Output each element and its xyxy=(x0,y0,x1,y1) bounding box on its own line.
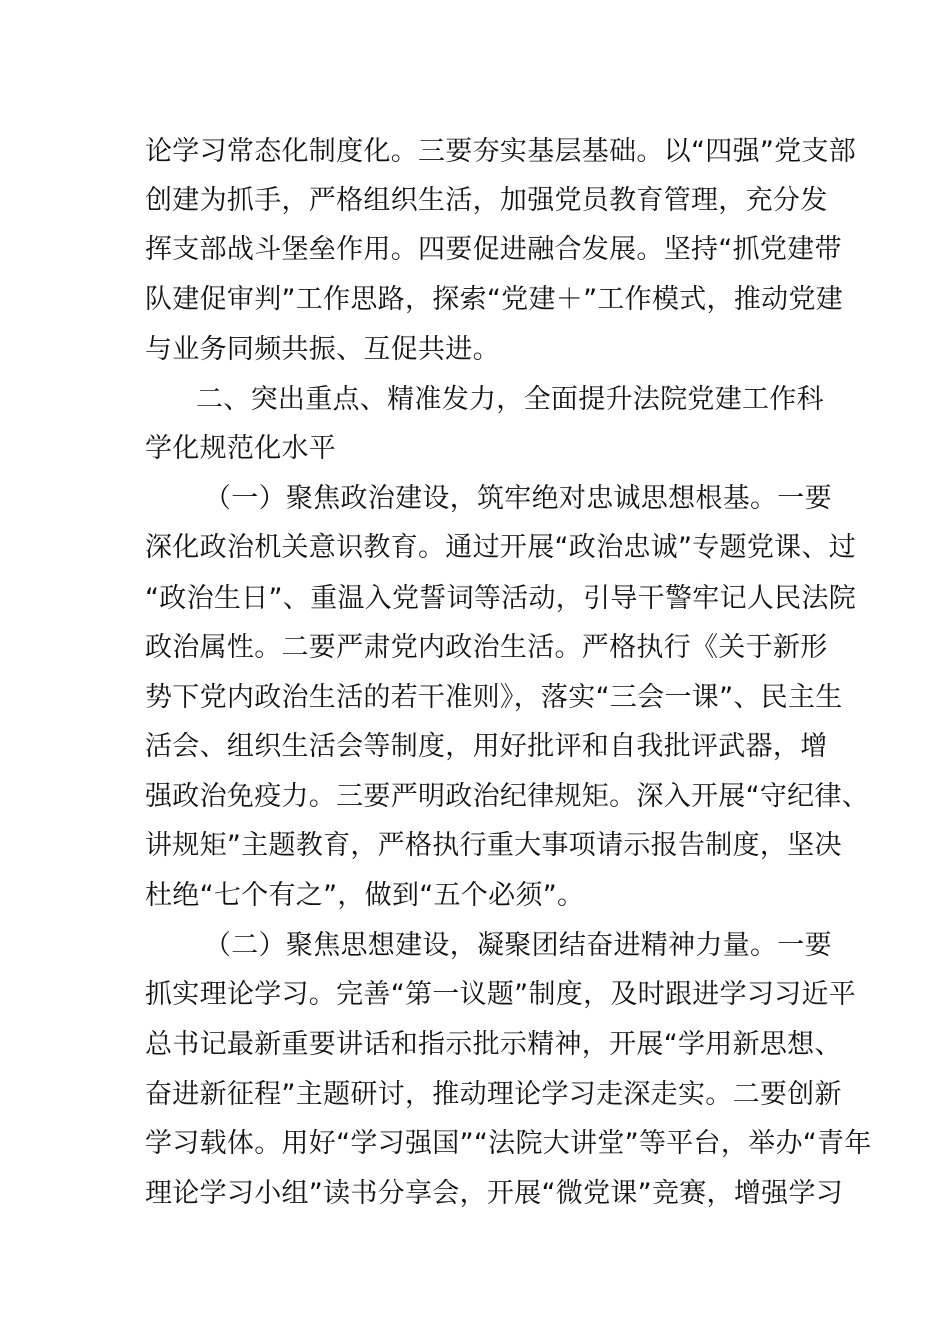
text-line: 挥支部战斗堡垒作用。四要促进融合发展。坚持“抓党建带 xyxy=(145,234,842,265)
text-line: 创建为抓手，严格组织生活，加强党员教育管理，充分发 xyxy=(145,185,828,216)
text-line: 政治属性。二要严肃党内政治生活。严格执行《关于新形 xyxy=(145,632,828,663)
text-line: 强政治免疫力。三要严明政治纪律规矩。深入开展“守纪律、 xyxy=(145,781,870,812)
text-line: 杜绝“七个有之”，做到“五个必须”。 xyxy=(145,880,585,911)
text-line: 与业务同频共振、互促共进。 xyxy=(145,334,500,365)
text-line: 学习载体。用好“学习强国”“法院大讲堂”等平台，举办“青年 xyxy=(145,1128,872,1159)
text-line: 队建促审判”工作思路，探索“党建＋”工作模式，推动党建 xyxy=(145,284,844,315)
section-heading-cont: 学化规范化水平 xyxy=(145,433,337,464)
text-line: 势下党内政治生活的若干准则》，落实“三会一课”、民主生 xyxy=(145,682,843,713)
subsection-heading: （一）聚焦政治建设，筑牢绝对忠诚思想根基。一要 xyxy=(204,483,832,514)
text-line: 讲规矩”主题教育，严格执行重大事项请示报告制度，坚决 xyxy=(145,830,842,861)
text-line: 深化政治机关意识教育。通过开展“政治忠诚”专题党课、过 xyxy=(145,532,857,563)
text-line: “政治生日”、重温入党誓词等活动，引导干警牢记人民法院 xyxy=(145,583,857,614)
text-line: 奋进新征程”主题研讨，推动理论学习走深走实。二要创新 xyxy=(145,1079,842,1110)
text-line: 论学习常态化制度化。三要夯实基层基础。以“四强”党支部 xyxy=(145,136,857,167)
text-line: 抓实理论学习。完善“第一议题”制度，及时跟进学习习近平 xyxy=(145,979,857,1010)
text-line: 理论学习小组”读书分享会，开展“微党课”竞赛，增强学习 xyxy=(145,1178,844,1209)
section-heading: 二、突出重点、精准发力，全面提升法院党建工作科 xyxy=(196,384,824,415)
text-line: 活会、组织生活会等制度，用好批评和自我批评武器，增 xyxy=(145,731,828,762)
subsection-heading: （二）聚焦思想建设，凝聚团结奋进精神力量。一要 xyxy=(204,930,832,961)
text-line: 总书记最新重要讲话和指示批示精神，开展“学用新思想、 xyxy=(145,1029,842,1060)
